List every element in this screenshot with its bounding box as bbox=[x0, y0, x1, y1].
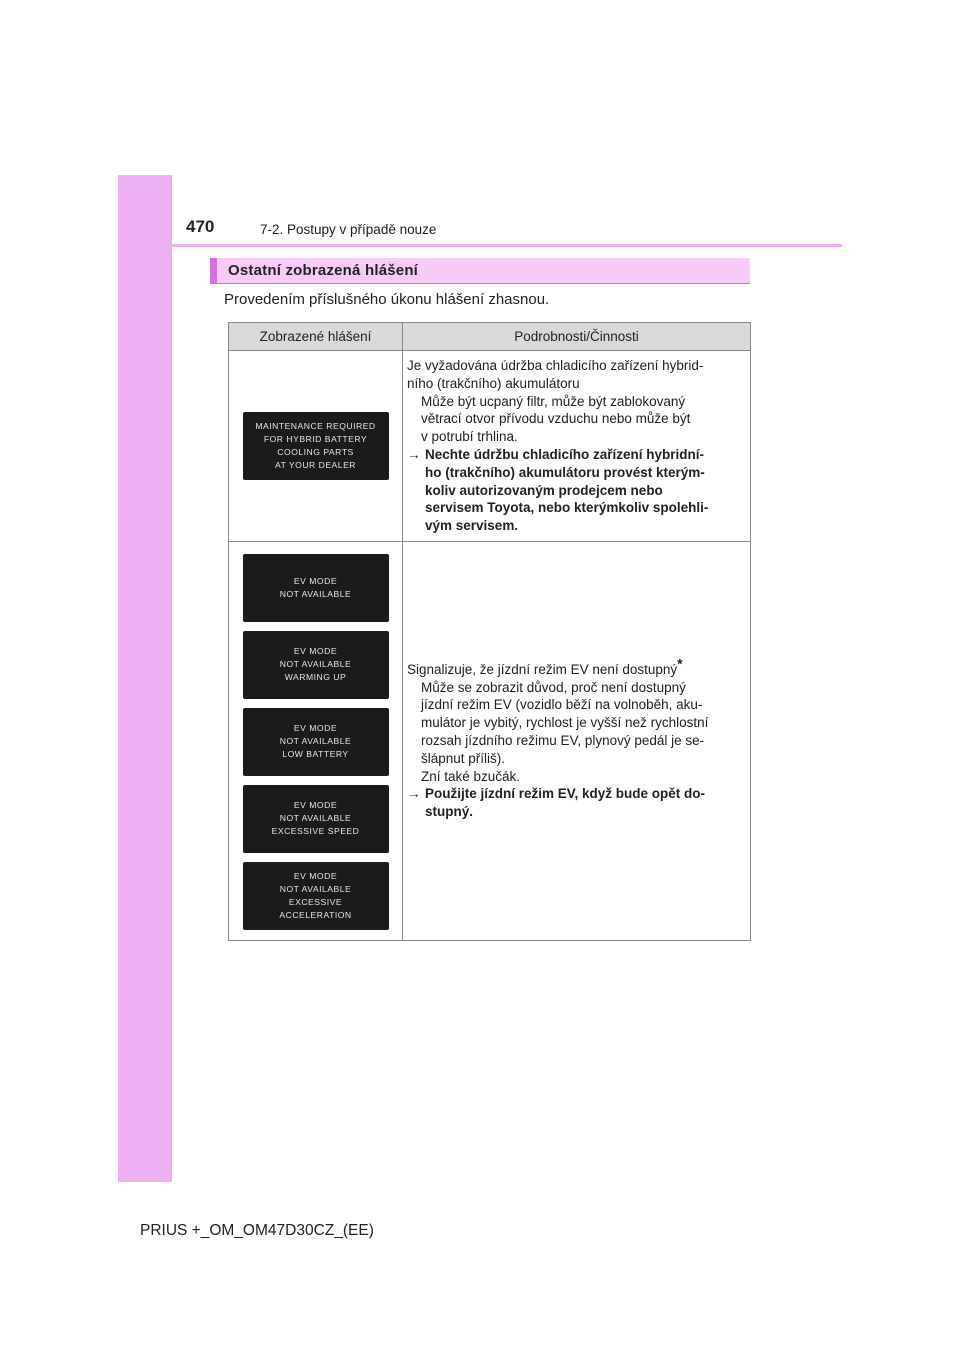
arrow-icon: → bbox=[407, 446, 421, 462]
action-line: vým servisem. bbox=[425, 518, 519, 534]
details-cell bbox=[403, 351, 751, 542]
screen-line: FOR HYBRID BATTERY bbox=[263, 433, 368, 444]
display-screen bbox=[243, 785, 389, 853]
display-screen bbox=[243, 554, 389, 622]
action-line: stupný. bbox=[425, 804, 474, 820]
note-line: mulátor je vybitý, rychlost je vyšší než rychlostní bbox=[421, 715, 709, 731]
screen-line: EV MODE bbox=[293, 800, 338, 811]
action-line: koliv autorizovaným prodejcem nebo bbox=[425, 482, 663, 498]
chapter-title: 7-2. Postupy v případě nouze bbox=[260, 222, 437, 237]
side-color-band bbox=[118, 175, 172, 1182]
footer-code: PRIUS +_OM_OM47D30CZ_(EE) bbox=[140, 1222, 374, 1239]
screen-line: EXCESSIVE SPEED bbox=[271, 826, 360, 837]
action-block bbox=[407, 785, 746, 821]
display-screen bbox=[243, 412, 389, 480]
note-line: v potrubí trhlina. bbox=[421, 429, 518, 445]
header-rule bbox=[118, 244, 842, 247]
screen-line: NOT AVAILABLE bbox=[279, 813, 352, 824]
arrow-icon: → bbox=[407, 786, 421, 802]
note-line: jízdní režim EV (vozidlo běží na volnoběh, aku- bbox=[421, 697, 703, 713]
action-line: Nechte údržbu chladicího zařízení hybridní- bbox=[425, 446, 705, 462]
screen-line: NOT AVAILABLE bbox=[279, 736, 352, 747]
action-line: servisem Toyota, nebo kterýmkoliv spolehli- bbox=[425, 500, 709, 516]
detail-text: Signalizuje, že jízdní režim EV není dostupný bbox=[407, 661, 678, 677]
table-row bbox=[229, 351, 751, 542]
note-line: šlápnut příliš). bbox=[421, 750, 506, 766]
section-heading-box bbox=[210, 258, 750, 284]
screen-line: EV MODE bbox=[293, 646, 338, 657]
screen-line: EV MODE bbox=[293, 723, 338, 734]
action-line: Použijte jízdní režim EV, když bude opět do- bbox=[425, 786, 706, 802]
screen-line: EV MODE bbox=[293, 575, 338, 586]
display-screen bbox=[243, 708, 389, 776]
screen-line: EXCESSIVE bbox=[288, 896, 343, 907]
detail-line: ního (trakčního) akumulátoru bbox=[407, 375, 580, 391]
note-line: Může být ucpaný filtr, může být zablokovaný bbox=[421, 393, 686, 409]
details-cell bbox=[403, 541, 751, 940]
message-screens-cell bbox=[229, 541, 403, 940]
display-screen bbox=[243, 631, 389, 699]
screen-line: MAINTENANCE REQUIRED bbox=[255, 420, 376, 431]
screen-line: NOT AVAILABLE bbox=[279, 588, 352, 599]
screen-line: LOW BATTERY bbox=[282, 749, 349, 760]
footnote-mark: * bbox=[677, 655, 683, 672]
detail-line: Je vyžadována údržba chladicího zařízení hybrid- bbox=[407, 358, 704, 373]
screen-line: ACCELERATION bbox=[279, 909, 352, 920]
screen-line: NOT AVAILABLE bbox=[279, 659, 352, 670]
screen-line: WARMING UP bbox=[284, 672, 347, 683]
messages-table bbox=[228, 322, 751, 941]
screen-line: NOT AVAILABLE bbox=[279, 883, 352, 894]
screen-line: EV MODE bbox=[293, 870, 338, 881]
table-header-row bbox=[229, 323, 751, 351]
display-screen bbox=[243, 862, 389, 930]
table-row bbox=[229, 541, 751, 940]
note-line: Může se zobrazit důvod, proč není dostupný bbox=[421, 679, 686, 695]
action-block bbox=[407, 446, 746, 535]
page-number: 470 bbox=[186, 217, 215, 236]
message-screens-cell bbox=[229, 351, 403, 542]
detail-line bbox=[407, 655, 746, 679]
note-line: větrací otvor přívodu vzduchu nebo může být bbox=[421, 411, 691, 427]
screen-line: COOLING PARTS bbox=[277, 446, 354, 457]
note-line: rozsah jízdního režimu EV, plynový pedál je se- bbox=[421, 733, 705, 749]
action-line: ho (trakčního) akumulátoru provést kterým- bbox=[425, 464, 705, 480]
section-intro: Provedením příslušného úkonu hlášení zhasnou. bbox=[224, 291, 550, 308]
column-header-message: Zobrazené hlášení bbox=[229, 323, 403, 351]
section-title: Ostatní zobrazená hlášení bbox=[228, 262, 419, 279]
column-header-details: Podrobnosti/Činnosti bbox=[403, 323, 751, 351]
screen-line: AT YOUR DEALER bbox=[274, 459, 357, 470]
note-line: Zní také bzučák. bbox=[421, 768, 521, 784]
